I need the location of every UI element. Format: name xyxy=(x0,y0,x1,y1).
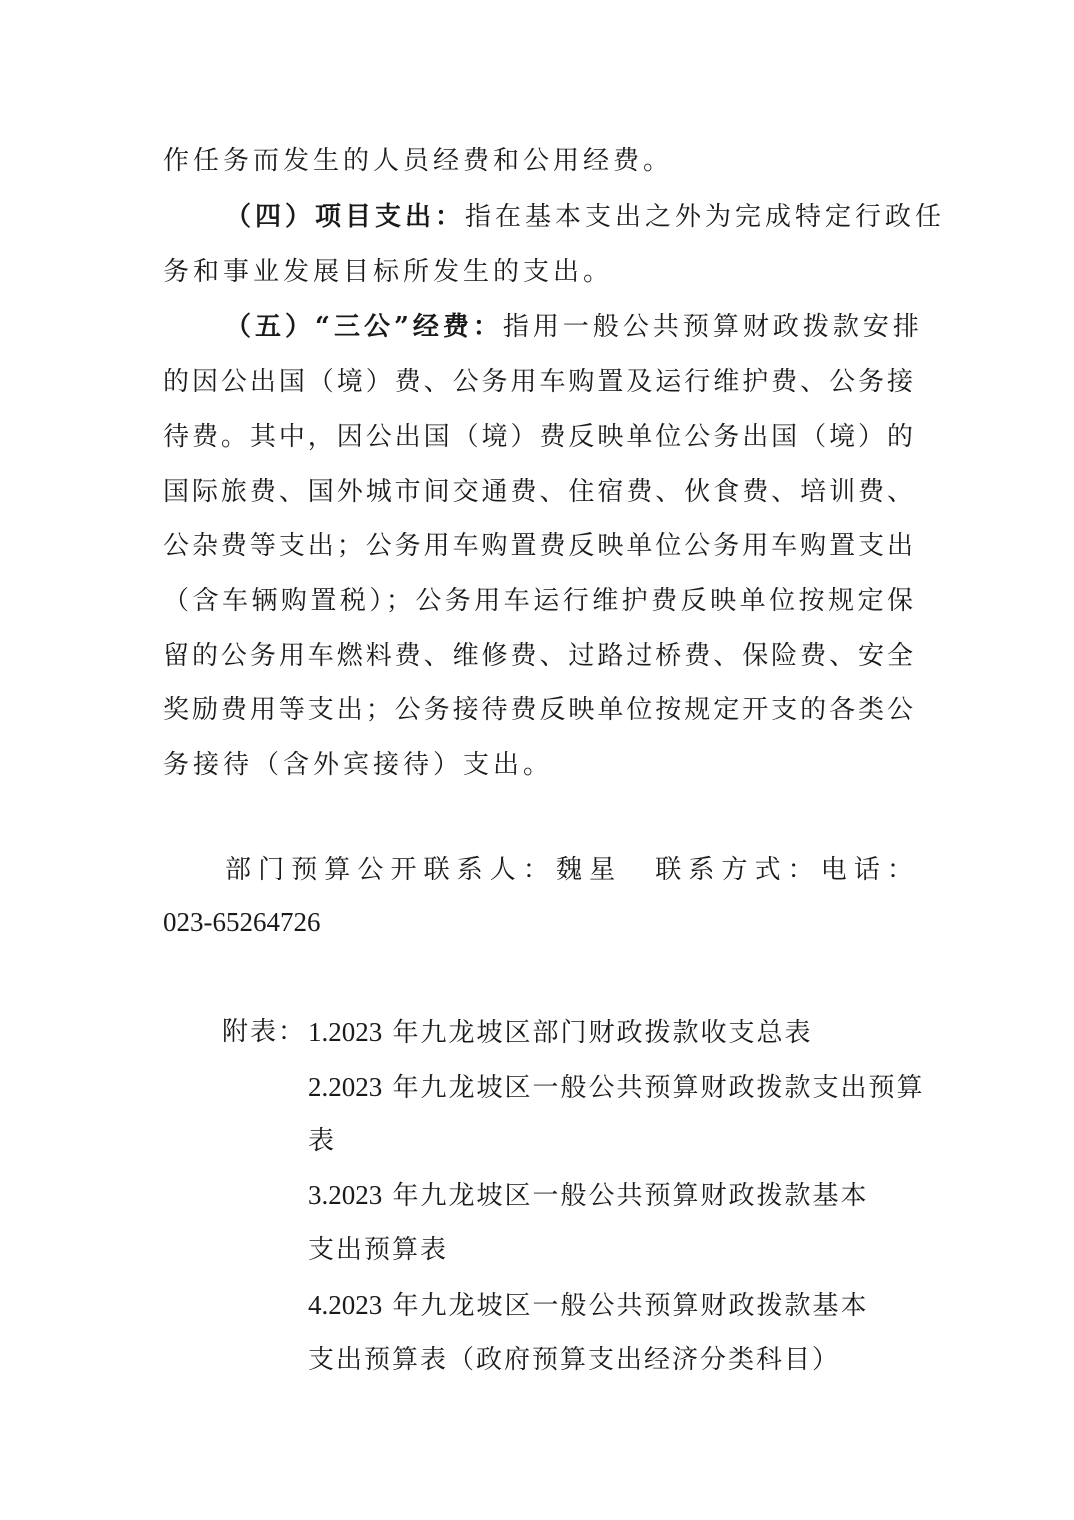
body-text: 指用一般公共预算财政拨款安排 xyxy=(502,312,923,342)
attachment-number: 1.2023 xyxy=(308,1017,383,1047)
attachment-number: 4.2023 xyxy=(308,1290,383,1320)
attachment-item xyxy=(308,1287,913,1324)
contact-line: 部门预算公开联系人：魏星 联系方式：电话： xyxy=(225,855,913,885)
attachment-title-cont: 支出预算表 xyxy=(308,1235,449,1265)
body-line: （含车辆购置税）；公务用车运行维护费反映单位按规定保 xyxy=(163,586,913,616)
body-line: 公杂费等支出；公务用车购置费反映单位公务用车购置支出 xyxy=(163,531,913,561)
attachment-title: 年九龙坡区一般公共预算财政拨款基本 xyxy=(392,1291,869,1321)
attachments-label: 附表： xyxy=(222,1017,307,1047)
attachment-item xyxy=(308,1177,913,1214)
attachment-title: 年九龙坡区一般公共预算财政拨款基本 xyxy=(392,1181,869,1211)
body-line: 奖励费用等支出；公务接待费反映单位按规定开支的各类公 xyxy=(163,695,913,725)
section-heading: （五）“三公”经费： xyxy=(225,312,503,342)
contact-phone: 023-65264726 xyxy=(163,907,321,937)
attachment-title: 年九龙坡区部门财政拨款收支总表 xyxy=(392,1018,813,1048)
attachment-title-cont: 表 xyxy=(308,1126,337,1156)
body-line: 留的公务用车燃料费、维修费、过路过桥费、保险费、安全 xyxy=(163,641,913,671)
body-line: 的因公出国（境）费、公务用车购置及运行维护费、公务接 xyxy=(163,367,913,397)
body-line: 待费。其中，因公出国（境）费反映单位公务出国（境）的 xyxy=(163,422,913,452)
body-text: 指在基本支出之外为完成特定行政任 xyxy=(465,202,946,232)
body-line: 作任务而发生的人员经费和公用经费。 xyxy=(163,146,674,176)
body-line: 国际旅费、国外城市间交通费、住宿费、伙食费、培训费、 xyxy=(163,477,913,507)
attachment-number: 3.2023 xyxy=(308,1180,383,1210)
paragraph-three-public-expenses xyxy=(225,309,923,345)
attachment-title: 年九龙坡区一般公共预算财政拨款支出预算 xyxy=(392,1073,925,1103)
attachment-number: 2.2023 xyxy=(308,1072,383,1102)
attachment-item xyxy=(308,1069,925,1106)
attachment-item xyxy=(308,1014,913,1051)
attachment-title-cont: 支出预算表（政府预算支出经济分类科目） xyxy=(308,1345,841,1375)
paragraph-project-expenditure xyxy=(225,199,946,235)
body-line: 务和事业发展目标所发生的支出。 xyxy=(163,257,614,287)
section-heading: （四）项目支出： xyxy=(225,202,466,232)
body-line: 务接待（含外宾接待）支出。 xyxy=(163,750,554,780)
